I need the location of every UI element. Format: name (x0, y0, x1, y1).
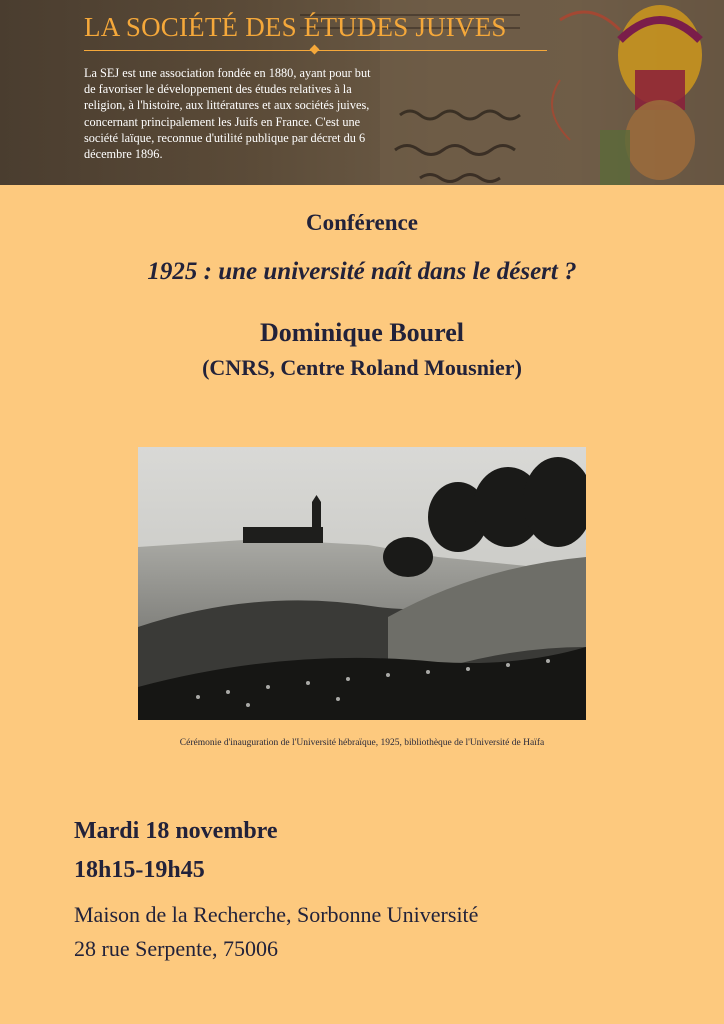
event-date: Mardi 18 novembre (74, 818, 278, 844)
society-title: LA SOCIÉTÉ DES ÉTUDES JUIVES (84, 12, 507, 42)
inauguration-photo (138, 447, 586, 720)
society-description: La SEJ est une association fondée en 1880, ayant pour but de favoriser le développement des études relatives à la religion, à l'histoire, aux littératures et aux sociétés juives, concernant principalement les Juifs en France. C'est une société laïque, reconnue d'utilité publique par décret du 6 décembre 1896. (84, 66, 371, 162)
header-banner (0, 0, 724, 185)
event-time: 18h15-19h45 (74, 857, 205, 883)
event-title: 1925 : une université naît dans le désert ? (147, 258, 577, 285)
photo-caption: Cérémonie d'inauguration de l'Université hébraïque, 1925, bibliothèque de l'Université de Haïfa (179, 738, 545, 748)
speaker-name: Dominique Bourel (260, 318, 464, 347)
event-address: 28 rue Serpente, 75006 (74, 936, 279, 961)
event-type: Conférence (306, 210, 418, 235)
speaker-affiliation: (CNRS, Centre Roland Mousnier) (202, 355, 522, 380)
event-venue: Maison de la Recherche, Sorbonne Université (74, 902, 479, 927)
